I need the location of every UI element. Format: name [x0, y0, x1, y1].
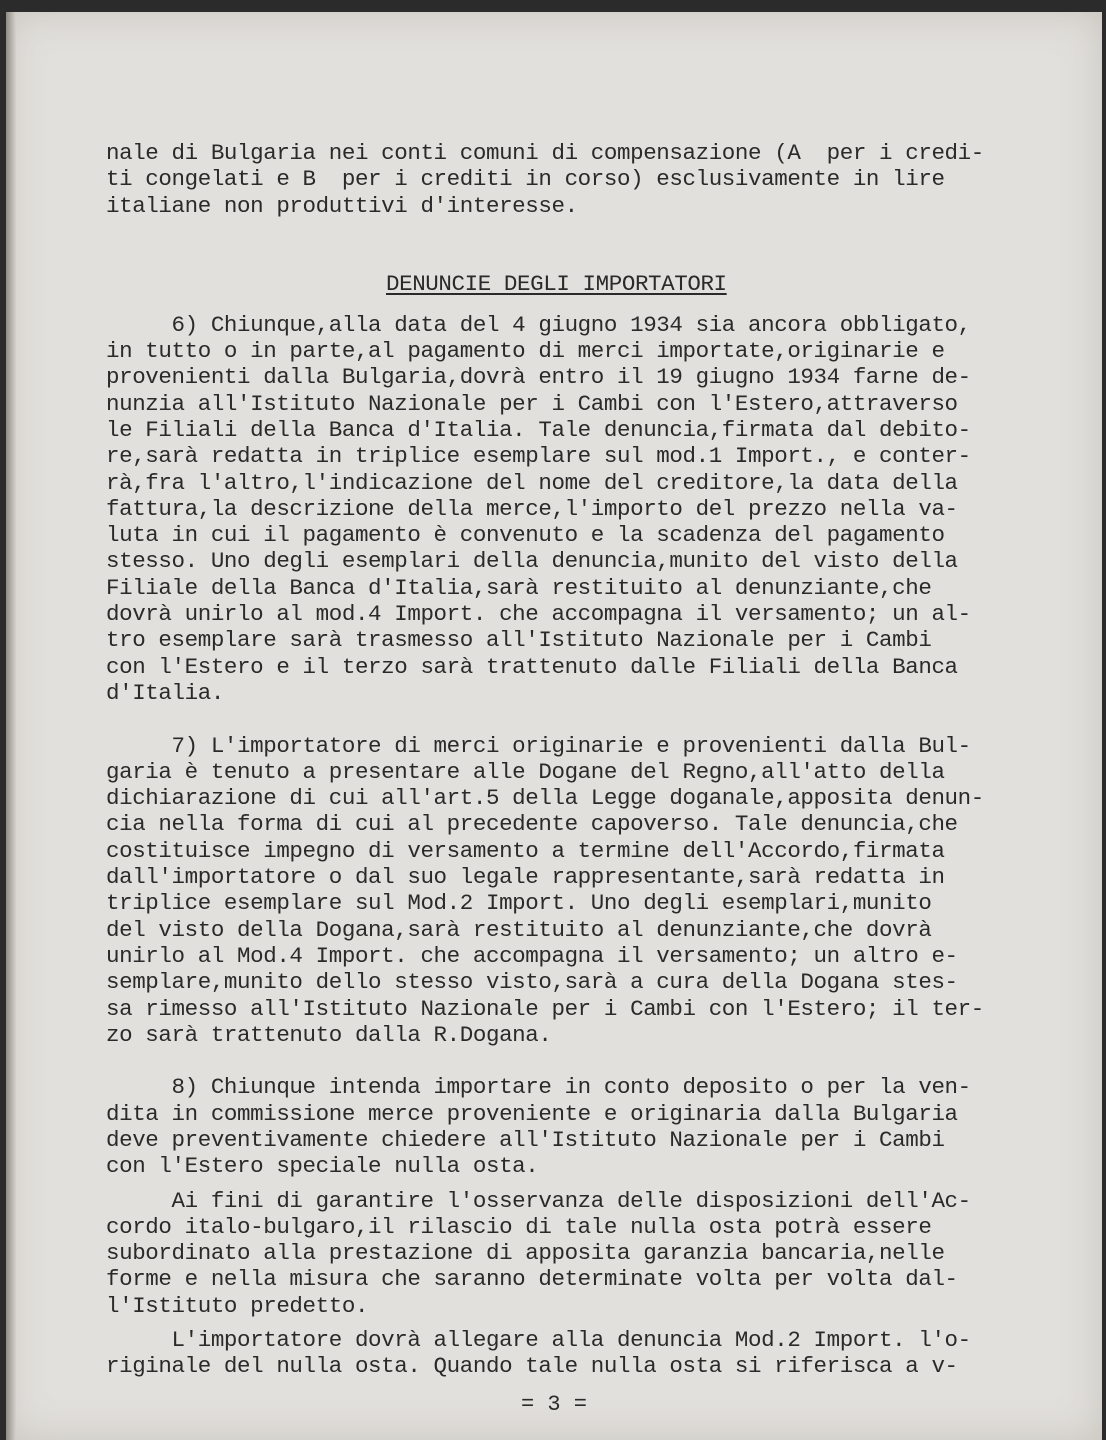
text-line: forme e nella misura che saranno determinate volta per volta dal- — [106, 1266, 958, 1293]
text-line: del visto della Dogana,sarà restituito al denunziante,che dovrà — [106, 916, 932, 943]
intro-paragraph — [106, 140, 1036, 219]
text-line: d'Italia. — [106, 679, 224, 706]
paragraph-9 — [106, 1188, 1036, 1319]
text-line: italiane non produttivi d'interesse. — [106, 192, 578, 219]
document-page — [6, 12, 1102, 1440]
text-line: 8) Chiunque intenda importare in conto deposito o per la ven- — [106, 1074, 971, 1101]
text-line: rà,fra l'altro,l'indicazione del nome del creditore,la data della — [106, 469, 958, 496]
text-line: Ai fini di garantire l'osservanza delle disposizioni dell'Ac- — [106, 1187, 971, 1214]
text-line: fattura,la descrizione della merce,l'importo del prezzo nella va- — [106, 495, 958, 522]
document-body — [106, 140, 1036, 1380]
text-line: sa rimesso all'Istituto Nazionale per i Cambi con l'Estero; il ter- — [106, 995, 984, 1022]
text-line: con l'Estero speciale nulla osta. — [106, 1153, 539, 1180]
text-line: re,sarà redatta in triplice esemplare sul mod.1 Import., e conter- — [106, 443, 971, 470]
text-line: deve preventivamente chiedere all'Istituto Nazionale per i Cambi — [106, 1126, 945, 1153]
paragraph-7 — [106, 733, 1036, 1049]
page-spine-shadow — [6, 12, 16, 1440]
text-line: nunzia all'Istituto Nazionale per i Cambi con l'Estero,attraverso — [106, 390, 958, 417]
text-line: cia nella forma di cui al precedente capoverso. Tale denuncia,che — [106, 811, 958, 838]
text-line: triplice esemplare sul Mod.2 Import. Uno degli esemplari,munito — [106, 890, 932, 917]
text-line: luta in cui il pagamento è convenuto e la scadenza del pagamento — [106, 522, 945, 549]
text-line: subordinato alla prestazione di apposita garanzia bancaria,nelle — [106, 1240, 945, 1267]
paragraph-10 — [106, 1327, 1036, 1380]
text-line: dovrà unirlo al mod.4 Import. che accompagna il versamento; un al- — [106, 601, 971, 628]
text-line: L'importatore dovrà allegare alla denuncia Mod.2 Import. l'o- — [106, 1327, 971, 1354]
text-line: riginale del nulla osta. Quando tale nulla osta si riferisca a v- — [106, 1353, 958, 1380]
text-line: semplare,munito dello stesso visto,sarà a cura della Dogana stes- — [106, 969, 958, 996]
text-line: tro esemplare sarà trasmesso all'Istituto Nazionale per i Cambi — [106, 627, 932, 654]
text-line: le Filiali della Banca d'Italia. Tale denuncia,firmata dal debito- — [106, 416, 971, 443]
page-number: = 3 = — [520, 1392, 587, 1417]
text-line: unirlo al Mod.4 Import. che accompagna il versamento; un altro e- — [106, 942, 958, 969]
text-line: zo sarà trattenuto dalla R.Dogana. — [106, 1021, 552, 1048]
text-line: stesso. Uno degli esemplari della denuncia,munito del visto della — [106, 548, 958, 575]
text-line: ti congelati e B per i crediti in corso) esclusivamente in lire — [106, 166, 945, 193]
text-line: nale di Bulgaria nei conti comuni di compensazione (A per i credi- — [106, 140, 984, 166]
text-line: Filiale della Banca d'Italia,sarà restituito al denunziante,che — [106, 574, 932, 601]
text-line: l'Istituto predetto. — [106, 1292, 369, 1319]
text-line: dall'importatore o dal suo legale rappresentante,sarà redatta in — [106, 864, 945, 891]
text-line: in tutto o in parte,al pagamento di merci importate,originarie e — [106, 338, 945, 365]
text-line: con l'Estero e il terzo sarà trattenuto dalle Filiali della Banca — [106, 653, 958, 680]
paragraph-8 — [106, 1074, 1036, 1179]
text-line: 6) Chiunque,alla data del 4 giugno 1934 sia ancora obbligato, — [106, 311, 971, 338]
text-line: dita in commissione merce proveniente e originaria dalla Bulgaria — [106, 1100, 958, 1127]
text-line: dichiarazione di cui all'art.5 della Legge doganale,apposita denun- — [106, 785, 984, 812]
section-heading: DENUNCIE DEGLI IMPORTATORI — [386, 271, 727, 298]
text-line: provenienti dalla Bulgaria,dovrà entro il 19 giugno 1934 farne de- — [106, 364, 971, 391]
text-line: costituisce impegno di versamento a termine dell'Accordo,firmata — [106, 837, 945, 864]
paragraph-6 — [106, 312, 1036, 706]
text-line: garia è tenuto a presentare alle Dogane del Regno,all'atto della — [106, 758, 945, 785]
text-line: cordo italo-bulgaro,il rilascio di tale nulla osta potrà essere — [106, 1213, 932, 1240]
text-line: 7) L'importatore di merci originarie e provenienti dalla Bul- — [106, 732, 971, 759]
